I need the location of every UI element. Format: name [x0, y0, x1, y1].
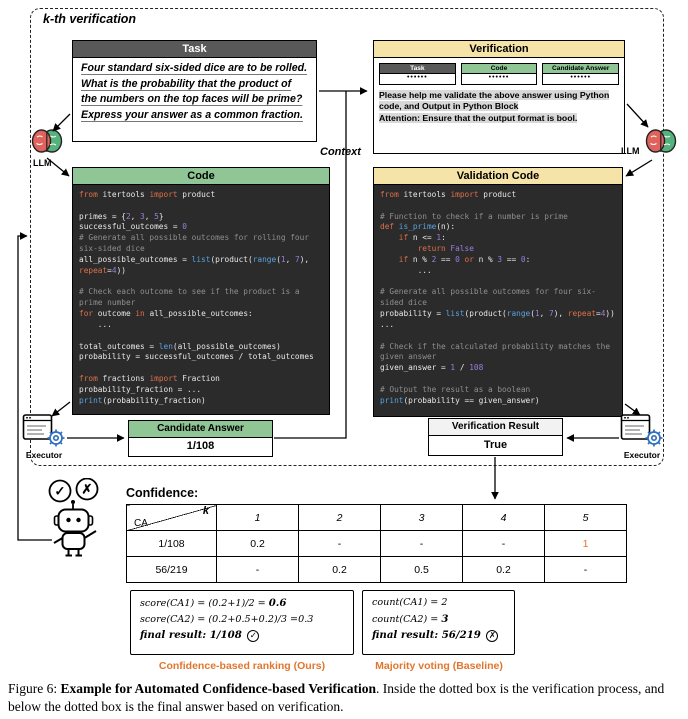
table-col-header: 2 [299, 505, 381, 531]
code-line [79, 201, 323, 212]
code-line [79, 363, 323, 374]
code-line [79, 331, 323, 342]
code-line: # Check if the calculated probability matches the given answer [380, 341, 615, 362]
corner-k-label: k [202, 505, 209, 517]
result-line: count(CA2) = 3 [372, 612, 449, 625]
confidence-cell: 1 [545, 531, 627, 557]
result-line: score(CA2) = (0.2+0.5+0.2)/3 =0.3 [140, 613, 314, 625]
table-row [127, 531, 627, 557]
code-line: probability_fraction = ... [79, 384, 202, 394]
verification-result-panel [428, 418, 563, 456]
table-col-header: 3 [381, 505, 463, 531]
figure-caption [8, 680, 682, 716]
code-line: def is_prime(n): [380, 222, 456, 232]
code-line: print(probability == given_answer) [380, 395, 540, 405]
check-glyph: ✓ [54, 483, 66, 499]
table-corner-cell [127, 505, 217, 531]
code-line: given_answer = 1 / 108 [380, 363, 484, 373]
mini-box-header: Task [379, 63, 456, 74]
verification-header: Verification [373, 40, 625, 58]
code-line [79, 277, 323, 288]
code-line: from fractions import Fraction [79, 374, 220, 384]
code-line: if n % 2 == 0 or n % 3 == 0: [398, 254, 531, 264]
candidate-answer-cell: 1/108 [127, 531, 217, 557]
confidence-cell: - [545, 557, 627, 583]
cross-glyph: ✗ [81, 481, 93, 497]
score-box-lines [140, 595, 344, 644]
code-line: if n <= 1: [398, 233, 446, 243]
code-line: # Check each outcome to see if the product is a prime number [79, 287, 305, 308]
mini-box-candidate-answer [542, 63, 619, 85]
robot-icon [40, 478, 125, 563]
candidate-answer-cell: 56/219 [127, 557, 217, 583]
code-line [380, 374, 616, 385]
code-line: from itertools import product [380, 190, 517, 199]
code-line: from itertools import product [79, 190, 216, 199]
confidence-table [126, 504, 627, 583]
code-line: print(probability_fraction) [79, 395, 206, 405]
mini-box-dots: •••••• [542, 74, 619, 85]
confidence-cell: - [217, 557, 299, 583]
mini-box-dots: •••••• [461, 74, 538, 85]
code-line: ... [79, 319, 112, 329]
confidence-cell: - [463, 531, 545, 557]
code-header: Code [72, 167, 330, 185]
candidate-answer-value: 1/108 [128, 438, 273, 457]
code-panel [72, 167, 330, 415]
confidence-cell: - [381, 531, 463, 557]
mini-box-code [461, 63, 538, 85]
code-line: all_possible_outcomes = list(product(range(1, 7), repeat=4)) [79, 254, 314, 275]
ours-method-label: Confidence-based ranking (Ours) [158, 660, 326, 672]
code-line: # Generate all possible outcomes for rolling four six-sided dice [79, 233, 314, 254]
cross-circle-icon: ✗ [486, 630, 498, 642]
check-circle-icon: ✓ [247, 630, 259, 642]
task-text: Four standard six-sided dice are to be rolled. What is the probability that the product of the numbers on the top faces will be prime? Express your answer as a common fraction. [72, 58, 317, 142]
count-box-lines [372, 595, 505, 644]
candidate-answer-panel [128, 420, 273, 457]
code-line: ... [380, 319, 395, 329]
result-line: final result: 56/219 ✗ [372, 627, 505, 644]
confidence-cell: 0.5 [381, 557, 463, 583]
code-line: probability = successful_outcomes / total_outcomes [79, 352, 314, 362]
verification-result-value: True [428, 436, 563, 456]
table-col-header: 1 [217, 505, 299, 531]
llm-brain-icon-right [644, 126, 678, 156]
code-line: total_outcomes = len(all_possible_outcomes) [79, 341, 281, 351]
confidence-cell: 0.2 [299, 557, 381, 583]
task-panel [72, 40, 317, 142]
verification-mini-boxes [379, 63, 619, 85]
kth-verification-label: k-th verification [40, 12, 139, 26]
verification-body [373, 58, 625, 154]
caption-bold: Example for Automated Confidence-based Verification [60, 681, 376, 696]
baseline-method-label: Majority voting (Baseline) [375, 660, 503, 672]
instruction-line2: Attention: Ensure that the output format is bool. [379, 112, 578, 123]
code-line: # Generate all possible outcomes for four six-sided dice [380, 287, 596, 308]
executor-label-right: Executor [623, 450, 661, 460]
corner-ca-label: CA [134, 518, 148, 529]
code-line: ... [380, 265, 432, 275]
mini-box-dots: •••••• [379, 74, 456, 85]
mini-box-header: Candidate Answer [542, 63, 619, 74]
code-block [72, 185, 330, 415]
result-line: count(CA1) = 2 [372, 597, 448, 608]
instruction-line1: Please help me validate the above answer using Python code, and Output in Python Block [379, 90, 610, 112]
executor-icon-right [620, 412, 664, 448]
code-line: successful_outcomes = 0 [79, 222, 187, 232]
caption-rest: . Inside the dotted box is the verification process, and below the dotted box is the final answer based on verification. [8, 681, 665, 714]
result-line: final result: 1/108 ✓ [140, 627, 344, 644]
confidence-label: Confidence: [126, 486, 199, 500]
context-label: Context [320, 146, 361, 158]
mini-box-header: Code [461, 63, 538, 74]
code-line: probability = list(product(range(1, 7), repeat=4)) [380, 309, 615, 319]
count-box [362, 590, 515, 655]
verification-result-header: Verification Result [428, 418, 563, 436]
llm-brain-icon-left [30, 126, 64, 156]
table-col-header: 5 [545, 505, 627, 531]
candidate-answer-header: Candidate Answer [128, 420, 273, 438]
validation-code-header: Validation Code [373, 167, 623, 185]
task-header: Task [72, 40, 317, 58]
caption-prefix: Figure 6: [8, 681, 61, 696]
confidence-table-head-row [127, 505, 627, 531]
code-line [380, 201, 616, 212]
score-box [130, 590, 354, 655]
verification-panel [373, 40, 625, 154]
code-line: return False [417, 244, 474, 254]
validation-code-block [373, 185, 623, 417]
table-col-header: 4 [463, 505, 545, 531]
confidence-cell: 0.2 [463, 557, 545, 583]
executor-icon-left [22, 412, 66, 448]
mini-box-task [379, 63, 456, 85]
llm-label-left: LLM [33, 158, 52, 168]
confidence-table-body [127, 531, 627, 583]
result-line: score(CA1) = (0.2+1)/2 = 0.6 [140, 597, 287, 609]
code-line: # Function to check if a number is prime [380, 211, 568, 221]
confidence-cell: 0.2 [217, 531, 299, 557]
validation-code-panel [373, 167, 623, 417]
confidence-cell: - [299, 531, 381, 557]
table-row [127, 557, 627, 583]
code-line: primes = {2, 3, 5} [79, 211, 164, 221]
code-line: for outcome in all_possible_outcomes: [79, 309, 253, 319]
verification-instruction [379, 90, 619, 124]
code-line [380, 331, 616, 342]
llm-label-right: LLM [621, 146, 640, 156]
code-line: # Output the result as a boolean [380, 384, 531, 394]
executor-label-left: Executor [25, 450, 63, 460]
code-line [380, 277, 616, 288]
